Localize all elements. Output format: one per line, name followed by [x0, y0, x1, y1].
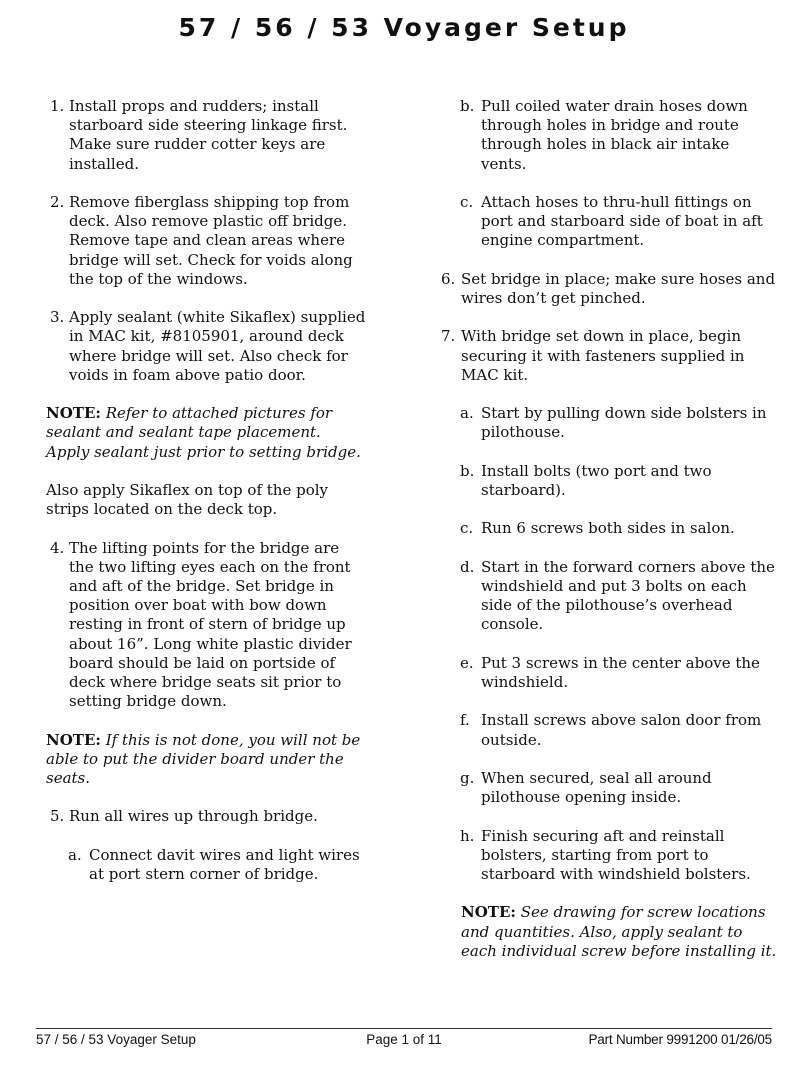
- step-number: 1.: [50, 97, 65, 115]
- paragraph-sikaflex: Also apply Sikaflex on top of the poly strips located on the deck top.: [46, 481, 329, 519]
- right-column: [438, 97, 778, 980]
- footer-part-number: Part Number 9991200 01/26/05: [588, 1032, 772, 1047]
- step-text: Run all wires up through bridge.: [69, 807, 318, 826]
- step-7f: [438, 711, 778, 749]
- substep-letter: b.: [460, 461, 475, 480]
- substep-letter: a.: [68, 845, 82, 864]
- step-text: Apply sealant (white Sikaflex) supplied in MAC kit, #8105901, around deck where bridge will set. Also check for voids in foam above patio door.: [69, 308, 366, 384]
- substep-text: Install screws above salon door from outside.: [481, 711, 762, 749]
- step-number: 7.: [441, 327, 456, 346]
- footer-page-number: Page 1 of 11: [366, 1032, 442, 1047]
- substep-letter: a.: [460, 404, 474, 423]
- step-number: 4.: [50, 538, 65, 557]
- note-label: NOTE:: [461, 903, 516, 922]
- note-divider-board: [46, 731, 366, 789]
- step-text: Set bridge in place; make sure hoses and wires don’t get pinched.: [461, 269, 776, 307]
- step-7: [438, 327, 778, 385]
- note-label: NOTE:: [46, 730, 101, 749]
- step-7c: [438, 519, 778, 538]
- substep-text: Connect davit wires and light wires at port stern corner of bridge.: [89, 845, 360, 883]
- substep-text: Run 6 screws both sides in salon.: [481, 519, 735, 538]
- substep-text: Pull coiled water drain hoses down through holes in bridge and route through holes in black air intake vents.: [481, 97, 748, 173]
- step-number: 2.: [50, 193, 65, 211]
- page-footer: [36, 1028, 772, 1047]
- step-5c: [438, 193, 778, 251]
- note-label: NOTE:: [46, 404, 101, 423]
- step-7h: [438, 827, 778, 885]
- step-2: [46, 193, 366, 289]
- note-text: If this is not done, you will not be able to put the divider board under the seats.: [46, 730, 361, 788]
- step-3: [46, 308, 366, 385]
- step-5a: [46, 846, 366, 884]
- step-number: 3.: [50, 308, 65, 327]
- left-column: [46, 97, 366, 903]
- substep-text: Start in the forward corners above the windshield and put 3 bolts on each side of the pilothouse’s overhead console.: [481, 557, 775, 634]
- substep-letter: c.: [460, 519, 474, 538]
- step-text: With bridge set down in place, begin securing it with fasteners supplied in MAC kit.: [461, 327, 745, 384]
- substep-letter: c.: [460, 193, 474, 211]
- step-text: Install props and rudders; install starboard side steering linkage first. Make sure rudder cotter keys are installed.: [69, 97, 348, 173]
- page-title: 57 / 56 / 53 Voyager Setup: [178, 13, 630, 42]
- substep-letter: h.: [460, 826, 475, 845]
- substep-text: Attach hoses to thru-hull fittings on port and starboard side of boat in aft engine compartment.: [481, 193, 763, 250]
- step-5: [46, 807, 366, 826]
- step-text: Remove fiberglass shipping top from deck. Also remove plastic off bridge. Remove tape and clean areas where bridge will set. Check for voids along the top of the windows.: [69, 193, 353, 288]
- note-text: See drawing for screw locations and quantities. Also, apply sealant to each individual screw before installing it.: [461, 903, 777, 960]
- step-7d: [438, 558, 778, 635]
- note-text: Refer to attached pictures for sealant and sealant tape placement. Apply sealant just prior to setting bridge.: [46, 404, 361, 461]
- step-5b: [438, 97, 778, 174]
- substep-text: Install bolts (two port and two starboard).: [481, 461, 712, 499]
- step-6: [438, 270, 778, 308]
- step-7a: [438, 404, 778, 442]
- note-screw-locations: [461, 903, 778, 961]
- step-7b: [438, 462, 778, 500]
- step-7e: [438, 654, 778, 692]
- substep-text: Finish securing aft and reinstall bolsters, starting from port to starboard with windshield bolsters.: [481, 826, 751, 883]
- substep-letter: e.: [460, 653, 474, 672]
- substep-text: When secured, seal all around pilothouse opening inside.: [481, 768, 712, 807]
- note-sealant: [46, 404, 366, 462]
- substep-letter: f.: [460, 711, 470, 730]
- substep-letter: d.: [460, 557, 475, 576]
- substep-text: Start by pulling down side bolsters in pilothouse.: [481, 404, 767, 442]
- substep-text: Put 3 screws in the center above the windshield.: [481, 653, 760, 691]
- step-text: The lifting points for the bridge are the two lifting eyes each on the front and aft of the bridge. Set bridge in position over boat with bow down resting in front of stern of bridge up about 16”. Long white plastic divider board should be laid on portside of deck where bridge seats sit prior to setting bridge down.: [69, 538, 352, 711]
- step-7g: [438, 769, 778, 807]
- step-1: [46, 97, 366, 174]
- substep-letter: g.: [460, 768, 475, 787]
- footer-doc-title: 57 / 56 / 53 Voyager Setup: [36, 1032, 196, 1047]
- step-number: 6.: [441, 269, 456, 288]
- substep-letter: b.: [460, 97, 475, 115]
- step-number: 5.: [50, 807, 65, 826]
- step-4: [46, 539, 366, 712]
